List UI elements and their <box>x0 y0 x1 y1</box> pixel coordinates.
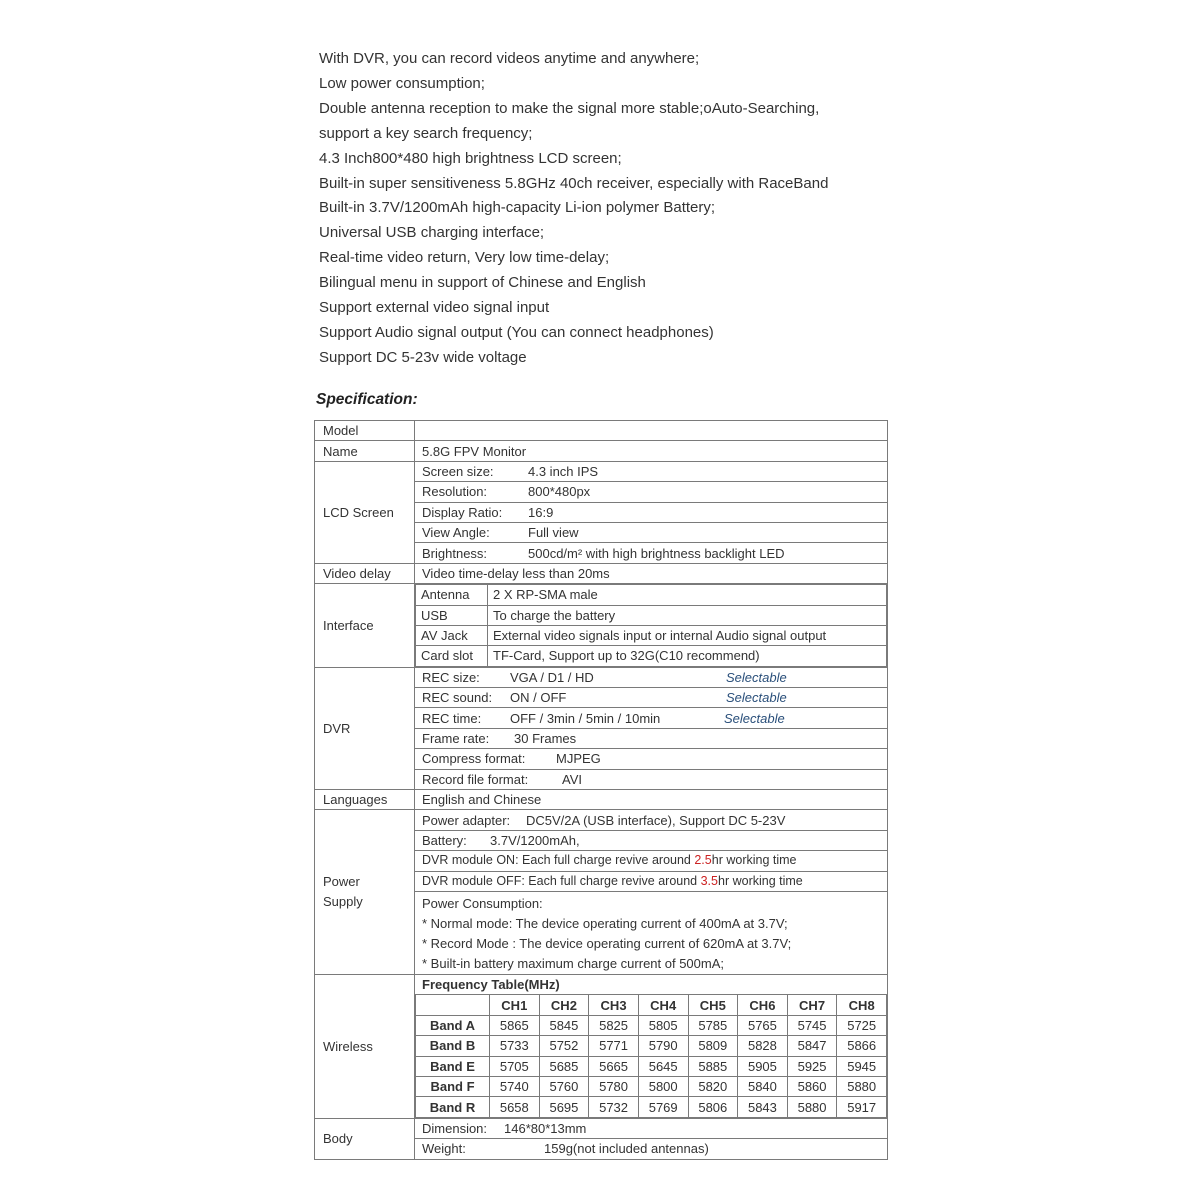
frequency-value: 5840 <box>738 1076 788 1096</box>
spec-value <box>415 769 888 789</box>
feature-line: Built-in 3.7V/1200mAh high-capacity Li-ion polymer Battery; <box>319 199 716 217</box>
spec-text: MJPEG <box>556 751 601 767</box>
frequency-value: 5820 <box>688 1076 738 1096</box>
spec-text: OFF / 3min / 5min / 10min <box>510 710 661 726</box>
frequency-value: 5705 <box>490 1056 540 1076</box>
frequency-row <box>416 1097 887 1117</box>
feature-line: Built-in super sensitiveness 5.8GHz 40ch receiver, especially with RaceBand <box>319 174 829 192</box>
spec-value <box>415 461 888 481</box>
feature-line: Support DC 5-23v wide voltage <box>319 348 527 366</box>
frequency-value: 5760 <box>539 1076 589 1096</box>
frequency-value: 5845 <box>539 1015 589 1035</box>
feature-line: With DVR, you can record videos anytime and anywhere; <box>319 50 700 67</box>
specification-heading: Specification: <box>316 391 418 408</box>
frequency-value: 5745 <box>787 1015 837 1035</box>
frequency-value: 5780 <box>589 1076 639 1096</box>
spec-value <box>415 891 888 974</box>
spec-value <box>415 871 888 891</box>
spec-value <box>415 1118 888 1138</box>
frequency-corner <box>416 995 490 1015</box>
spec-row-video-delay <box>315 563 888 583</box>
power-line: Power Consumption: <box>422 895 543 911</box>
selectable-note: Selectable <box>726 669 787 685</box>
spec-key: Weight: <box>422 1141 466 1157</box>
frequency-value: 5865 <box>490 1015 540 1035</box>
interface-key: Antenna <box>416 585 488 605</box>
frequency-row <box>416 1015 887 1035</box>
channel-header: CH2 <box>539 995 589 1015</box>
frequency-value: 5769 <box>638 1097 688 1117</box>
frequency-header-row <box>416 995 887 1015</box>
spec-value <box>415 810 888 830</box>
spec-text: DVR module OFF: Each full charge revive around <box>422 873 701 888</box>
feature-line: Low power consumption; <box>319 74 485 92</box>
frequency-value: 5825 <box>589 1015 639 1035</box>
spec-value: 5.8G FPV Monitor <box>415 441 888 461</box>
highlight-number: 2.5 <box>694 853 712 868</box>
frequency-value: 5809 <box>688 1036 738 1056</box>
interface-key: USB <box>416 605 488 625</box>
spec-value <box>415 688 888 708</box>
frequency-row <box>416 1076 887 1096</box>
interface-row <box>416 605 887 625</box>
spec-value <box>415 728 888 748</box>
feature-line: Real-time video return, Very low time-delay; <box>319 249 610 267</box>
selectable-note: Selectable <box>724 710 785 726</box>
feature-line: Support Audio signal output (You can connect headphones) <box>319 323 714 341</box>
frequency-value: 5765 <box>738 1015 788 1035</box>
spec-text: AVI <box>562 771 582 787</box>
frequency-value: 5828 <box>738 1036 788 1056</box>
frequency-value: 5732 <box>589 1097 639 1117</box>
spec-value <box>415 543 888 563</box>
frequency-value: 5790 <box>638 1036 688 1056</box>
frequency-value: 5905 <box>738 1056 788 1076</box>
channel-header: CH4 <box>638 995 688 1015</box>
spec-key: Record file format: <box>422 771 529 787</box>
spec-row-model <box>315 421 888 441</box>
frequency-row <box>416 1056 887 1076</box>
frequency-value: 5925 <box>787 1056 837 1076</box>
frequency-value: 5806 <box>688 1097 738 1117</box>
feature-line: 4.3 Inch800*480 high brightness LCD screen; <box>319 149 622 167</box>
spec-row-dvr <box>315 667 888 687</box>
spec-text: DC5V/2A (USB interface), Support DC 5-23V <box>526 812 786 828</box>
spec-text: Full view <box>528 525 579 541</box>
spec-text: 16:9 <box>528 504 554 520</box>
frequency-cell <box>415 974 888 1118</box>
power-line: * Normal mode: The device operating current of 400mA at 3.7V; <box>422 915 788 931</box>
band-label: Band F <box>416 1076 490 1096</box>
frequency-value: 5725 <box>837 1015 887 1035</box>
band-label: Band B <box>416 1036 490 1056</box>
spec-text: 3.7V/1200mAh, <box>490 833 580 848</box>
spec-text: 800*480px <box>528 484 591 500</box>
highlight-number: 3.5 <box>700 873 718 888</box>
spec-key: Power adapter: <box>422 812 511 828</box>
spec-label: Name <box>315 441 415 461</box>
frequency-value: 5800 <box>638 1076 688 1096</box>
frequency-value: 5785 <box>688 1015 738 1035</box>
spec-key: Compress format: <box>422 751 526 767</box>
spec-text: VGA / D1 / HD <box>510 669 594 685</box>
spec-value <box>415 667 888 687</box>
spec-key: Display Ratio: <box>422 504 503 520</box>
spec-key: Frame rate: <box>422 731 490 747</box>
band-label: Band R <box>416 1097 490 1117</box>
channel-header: CH5 <box>688 995 738 1015</box>
frequency-value: 5885 <box>688 1056 738 1076</box>
frequency-value: 5740 <box>490 1076 540 1096</box>
channel-header: CH8 <box>837 995 887 1015</box>
spec-value <box>415 851 888 871</box>
frequency-value: 5658 <box>490 1097 540 1117</box>
selectable-note: Selectable <box>726 690 787 706</box>
spec-text: hr working time <box>718 873 803 888</box>
spec-label: Interface <box>315 584 415 668</box>
frequency-value: 5665 <box>589 1056 639 1076</box>
power-label-line: Power <box>323 874 360 890</box>
band-label: Band E <box>416 1056 490 1076</box>
feature-list <box>319 47 1139 371</box>
spec-value <box>415 421 888 441</box>
spec-row-interface <box>315 584 888 668</box>
spec-label: Wireless <box>315 974 415 1118</box>
spec-key: REC time: <box>422 710 482 726</box>
interface-row <box>416 585 887 605</box>
frequency-value: 5685 <box>539 1056 589 1076</box>
interface-value: TF-Card, Support up to 32G(C10 recommend) <box>488 646 887 666</box>
channel-header: CH1 <box>490 995 540 1015</box>
spec-text: 4.3 inch IPS <box>528 463 599 479</box>
spec-text: 146*80*13mm <box>504 1120 587 1136</box>
interface-key: AV Jack <box>416 625 488 645</box>
power-line: * Built-in battery maximum charge current of 500mA; <box>422 955 725 971</box>
band-label: Band A <box>416 1015 490 1035</box>
frequency-value: 5733 <box>490 1036 540 1056</box>
interface-key: Card slot <box>416 646 488 666</box>
spec-value <box>415 830 888 850</box>
channel-header: CH3 <box>589 995 639 1015</box>
feature-line: Bilingual menu in support of Chinese and English <box>319 274 646 292</box>
frequency-value: 5860 <box>787 1076 837 1096</box>
spec-label: Languages <box>315 790 415 810</box>
channel-header: CH7 <box>787 995 837 1015</box>
spec-key: Dimension: <box>422 1120 488 1136</box>
frequency-table-title: Frequency Table(MHz) <box>422 976 560 992</box>
frequency-value: 5752 <box>539 1036 589 1056</box>
spec-key: Resolution: <box>422 484 488 500</box>
spec-label <box>315 810 415 975</box>
spec-value <box>415 749 888 769</box>
frequency-value: 5866 <box>837 1036 887 1056</box>
spec-row-wireless <box>315 974 888 1118</box>
spec-key: Battery: <box>422 833 467 848</box>
interface-row <box>416 625 887 645</box>
spec-value: Video time-delay less than 20ms <box>415 563 888 583</box>
spec-value <box>415 502 888 522</box>
frequency-value: 5917 <box>837 1097 887 1117</box>
spec-text: 500cd/m² with high brightness backlight LED <box>528 545 785 561</box>
spec-value: English and Chinese <box>415 790 888 810</box>
spec-row-languages <box>315 790 888 810</box>
spec-text: 30 Frames <box>514 731 577 747</box>
spec-row-name <box>315 441 888 461</box>
spec-label: Video delay <box>315 563 415 583</box>
spec-text: ON / OFF <box>510 690 567 706</box>
spec-key: REC size: <box>422 669 480 685</box>
spec-key: Brightness: <box>422 545 488 561</box>
interface-value: To charge the battery <box>488 605 887 625</box>
frequency-row <box>416 1036 887 1056</box>
channel-header: CH6 <box>738 995 788 1015</box>
frequency-value: 5843 <box>738 1097 788 1117</box>
spec-key: View Angle: <box>422 525 490 541</box>
feature-line: Double antenna reception to make the signal more stable;oAuto-Searching, <box>319 99 820 117</box>
spec-value <box>415 522 888 542</box>
feature-line: Universal USB charging interface; <box>319 224 545 242</box>
feature-line: Support external video signal input <box>319 299 550 317</box>
spec-label: DVR <box>315 667 415 789</box>
interface-row <box>416 646 887 666</box>
power-label-line: Supply <box>323 894 363 910</box>
spec-key: REC sound: <box>422 690 493 706</box>
spec-label: Body <box>315 1118 415 1159</box>
interface-table <box>415 584 887 667</box>
spec-text: hr working time <box>711 853 797 868</box>
feature-line: support a key search frequency; <box>319 124 533 142</box>
frequency-value: 5695 <box>539 1097 589 1117</box>
spec-value <box>415 708 888 728</box>
specification-table <box>314 420 888 1160</box>
spec-text: DVR module ON: Each full charge revive around <box>422 853 695 868</box>
spec-text: 159g(not included antennas) <box>544 1141 709 1157</box>
frequency-value: 5847 <box>787 1036 837 1056</box>
spec-label: Model <box>315 421 415 441</box>
spec-row-power <box>315 810 888 830</box>
frequency-table <box>415 994 887 1117</box>
frequency-value: 5880 <box>837 1076 887 1096</box>
spec-value <box>415 482 888 502</box>
power-line: * Record Mode : The device operating current of 620mA at 3.7V; <box>422 935 792 951</box>
interface-value: External video signals input or internal Audio signal output <box>488 625 887 645</box>
frequency-value: 5880 <box>787 1097 837 1117</box>
spec-label: LCD Screen <box>315 461 415 563</box>
spec-row-body <box>315 1118 888 1138</box>
spec-key: Screen size: <box>422 463 494 479</box>
frequency-value: 5945 <box>837 1056 887 1076</box>
frequency-value: 5645 <box>638 1056 688 1076</box>
interface-cell <box>415 584 888 668</box>
spec-row-lcd <box>315 461 888 481</box>
frequency-value: 5771 <box>589 1036 639 1056</box>
spec-value <box>415 1139 888 1159</box>
frequency-value: 5805 <box>638 1015 688 1035</box>
interface-value: 2 X RP-SMA male <box>488 585 887 605</box>
